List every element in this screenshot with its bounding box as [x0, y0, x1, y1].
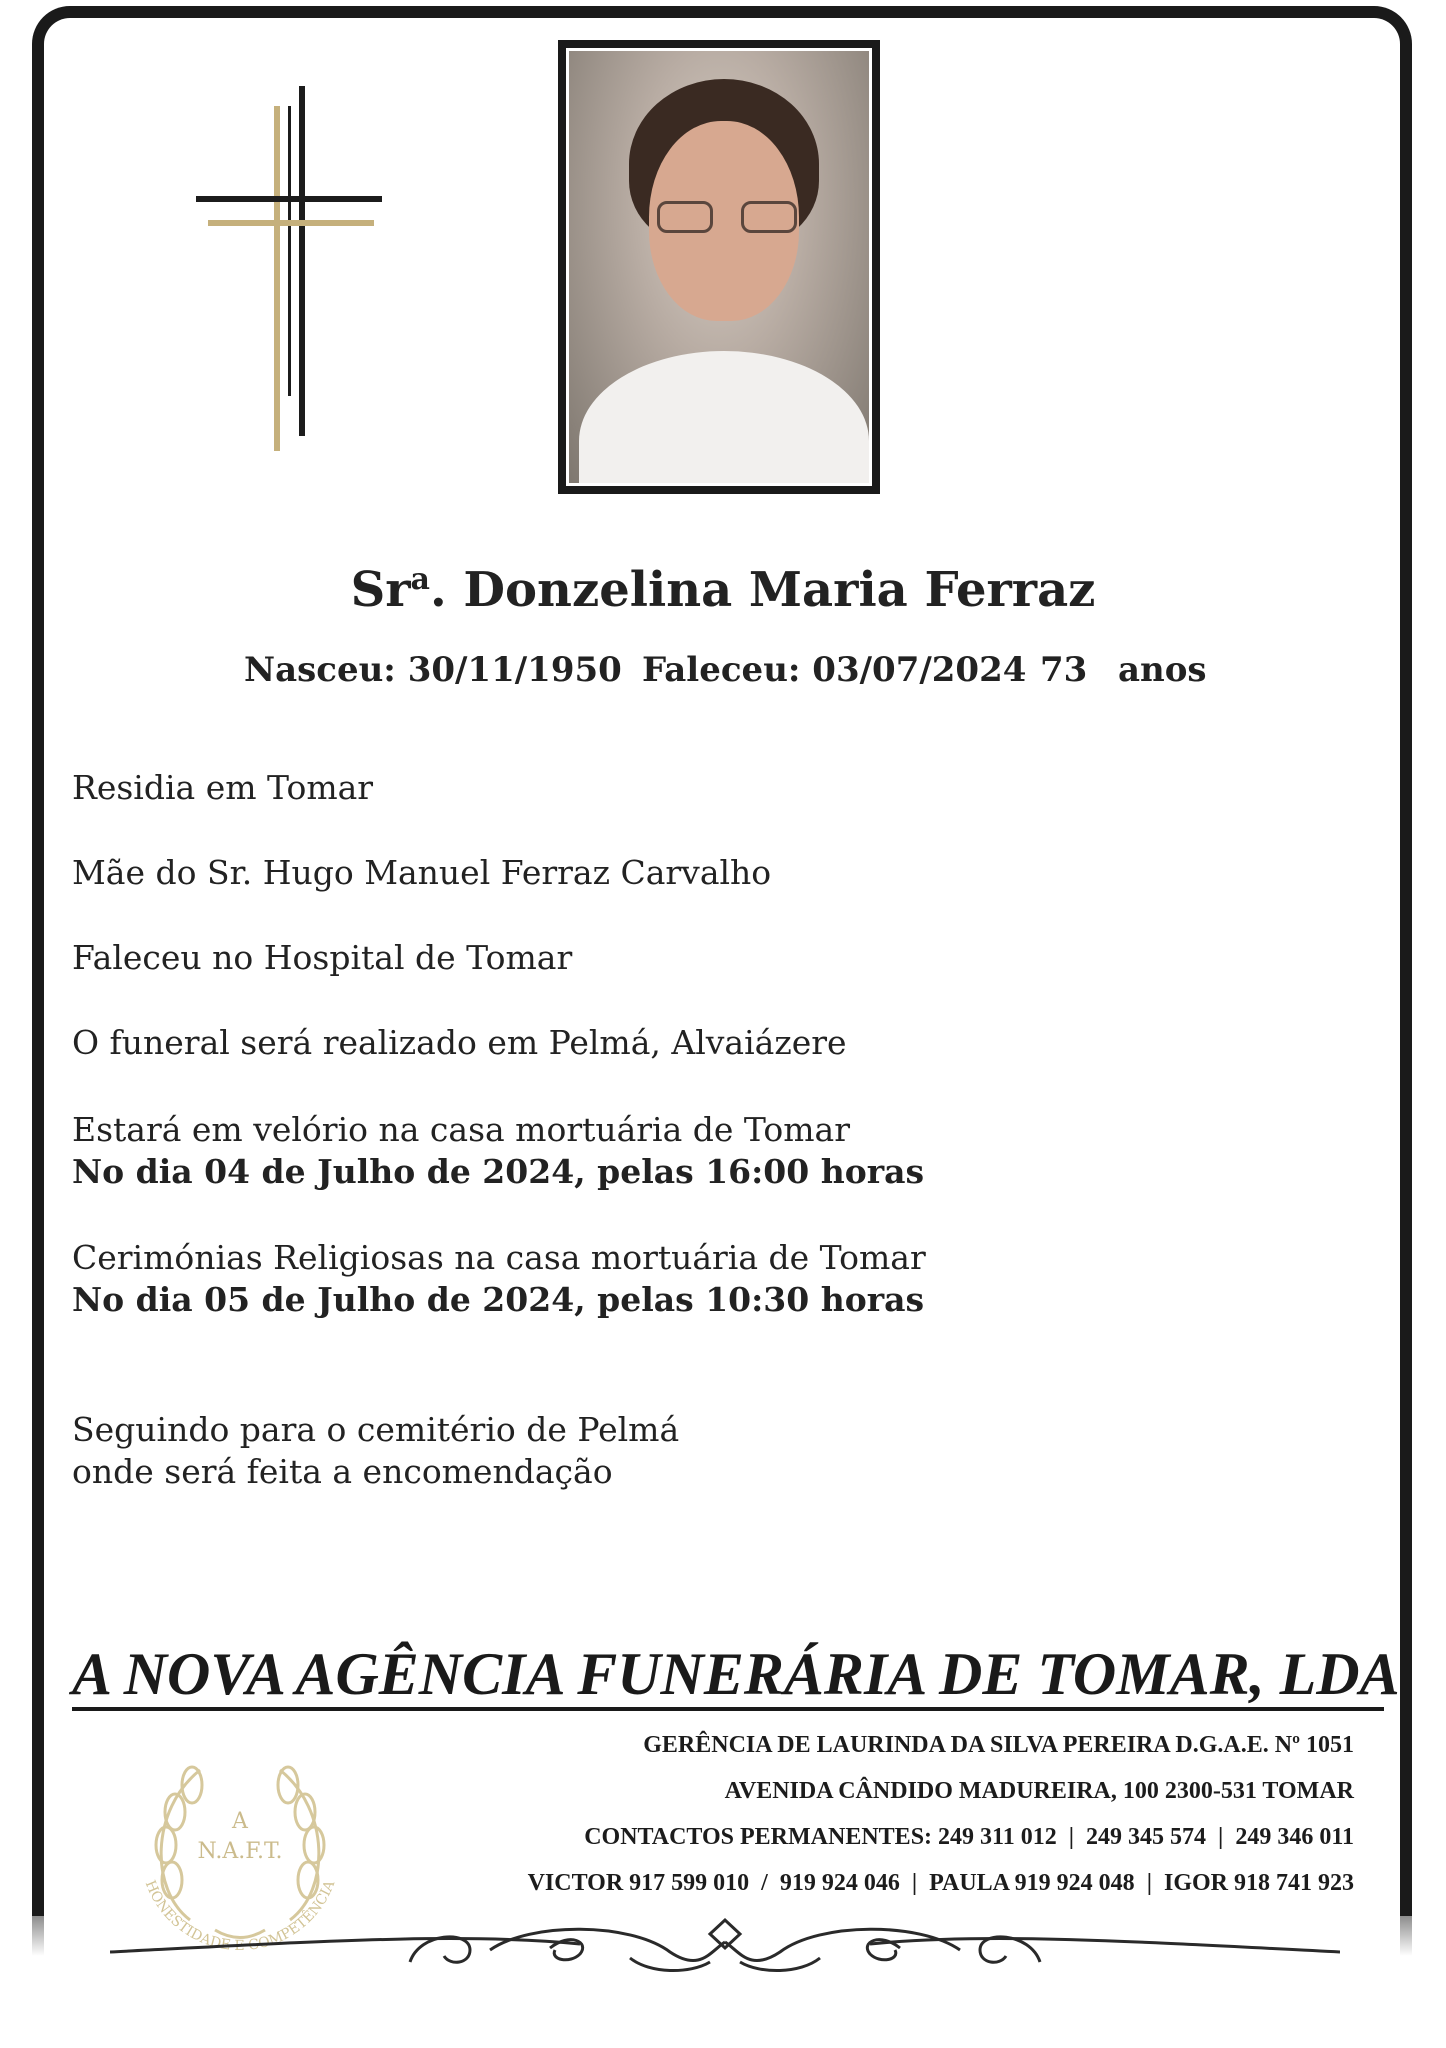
contacts-label: CONTACTOS PERMANENTES:: [584, 1824, 933, 1850]
residence-line: Residia em Tomar: [72, 768, 374, 807]
age-label: anos: [1118, 650, 1207, 690]
svg-text:HONESTIDADE E COMPETÊNCIA: HONESTIDADE E COMPETÊNCIA: [141, 1878, 339, 1955]
phone-1: 249 311 012: [938, 1824, 1057, 1850]
portrait-photo: [558, 40, 880, 494]
contacts-line: CONTACTOS PERMANENTES: 249 311 012 | 249 345 574 | 249 346 011: [584, 1824, 1354, 1850]
death-place-line: Faleceu no Hospital de Tomar: [72, 938, 573, 977]
agency-underline: [72, 1707, 1384, 1711]
phone-3: 249 346 011: [1235, 1824, 1354, 1850]
contact-victor: VICTOR 917 599 010: [527, 1870, 750, 1896]
contact-paula: PAULA 919 924 048: [929, 1870, 1135, 1896]
birth-date: Nasceu: 30/11/1950: [244, 650, 622, 690]
svg-text:N.A.F.T.: N.A.F.T.: [197, 1839, 283, 1864]
personal-contacts-line: VICTOR 917 599 010 / 919 924 046 | PAULA 919 924 048 | IGOR 918 741 923: [527, 1870, 1354, 1896]
age-number: 73: [1040, 650, 1088, 690]
wake-place-line: Estará em velório na casa mortuária de Tomar: [72, 1110, 850, 1149]
cemetery-line: Seguindo para o cemitério de Pelmá: [72, 1410, 680, 1449]
address-line: AVENIDA CÂNDIDO MADUREIRA, 100 2300-531 TOMAR: [724, 1778, 1354, 1804]
death-date: Faleceu: 03/07/2024: [642, 650, 1027, 690]
funeral-place-line: O funeral será realizado em Pelmá, Alvaiázere: [72, 1023, 847, 1062]
contact-igor: IGOR 918 741 923: [1163, 1870, 1354, 1896]
decorative-flourish: [110, 1912, 1340, 1982]
contact-victor-2: 919 924 046: [779, 1870, 900, 1896]
cross-icon: [196, 86, 382, 456]
svg-text:A: A: [232, 1809, 248, 1834]
phone-2: 249 345 574: [1086, 1824, 1207, 1850]
ceremony-date-line: No dia 05 de Julho de 2024, pelas 10:30 horas: [72, 1280, 925, 1319]
agency-name: A NOVA AGÊNCIA FUNERÁRIA DE TOMAR, LDA: [72, 1641, 1400, 1707]
wake-date-line: No dia 04 de Julho de 2024, pelas 16:00 horas: [72, 1152, 925, 1191]
commendation-line: onde será feita a encomendação: [72, 1452, 613, 1491]
management-line: GERÊNCIA DE LAURINDA DA SILVA PEREIRA D.G.A.E. Nº 1051: [643, 1732, 1354, 1758]
ceremony-place-line: Cerimónias Religiosas na casa mortuária de Tomar: [72, 1238, 926, 1277]
family-line: Mãe do Sr. Hugo Manuel Ferraz Carvalho: [72, 853, 772, 892]
deceased-name: Sr$^a$. Donzelina Maria Ferraz: [350, 562, 1096, 618]
